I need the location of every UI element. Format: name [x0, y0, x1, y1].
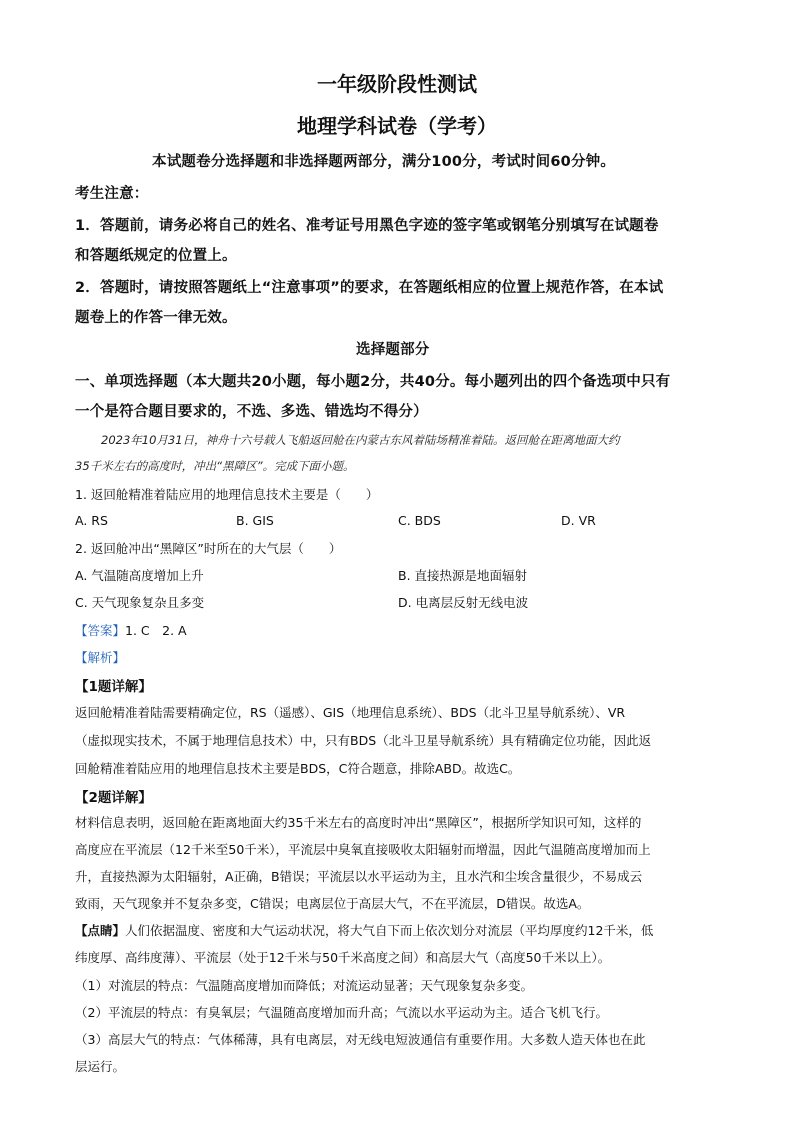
tip-point-2: （2）平流层的特点：有臭氧层；气温随高度增加而升高；气流以水平运动为主。适合飞机飞行。: [75, 1005, 608, 1020]
detail-2-line-4: 致雨，天气现象并不复杂多变，C错误；电离层位于高层大气，不在平流层，D错误。故选A。: [75, 896, 590, 911]
tip-line-1: [75, 921, 653, 939]
answer-value: 1. C 2. A: [125, 623, 187, 638]
answer-line: [75, 621, 187, 639]
notice-heading: 考生注意：: [75, 186, 149, 202]
detail-1-line-1: 返回舱精准着陆需要精确定位，RS（遥感）、GIS（地理信息系统）、BDS（北斗卫星导航系统）、VR: [75, 705, 626, 720]
exam-title: 一年级阶段性测试: [317, 72, 477, 96]
material-line-1: 2023年10月31日，神舟十六号载人飞船返回舱在内蒙古东风着陆场精准着陆。返回舱在距离地面大约: [101, 433, 620, 447]
tip-point-3-line-2: 层运行。: [75, 1059, 126, 1074]
tip-text: 人们依据温度、密度和大气运动状况，将大气自下而上依次划分对流层（平均厚度约12千米，低: [125, 923, 654, 938]
analysis-label: 【解析】: [75, 650, 126, 665]
exam-intro: 本试题卷分选择题和非选择题两部分，满分100分，考试时间60分钟。: [152, 154, 616, 170]
question-2-option-a: A. 气温随高度增加上升: [75, 568, 204, 583]
detail-2-heading: 【2题详解】: [75, 790, 152, 806]
question-1-option-b: B. GIS: [236, 513, 274, 528]
detail-2-line-1: 材料信息表明，返回舱在距离地面大约35千米左右的高度时冲出“黑障区”，根据所学知识可知，这样的: [75, 815, 642, 830]
section-title: 选择题部分: [356, 342, 430, 358]
detail-2-line-3: 升，直接热源为太阳辐射，A正确，B错误；平流层以水平运动为主，且水汽和尘埃含量很少，不易成云: [75, 869, 643, 884]
material-line-2: 35千米左右的高度时，冲出“黑障区”。完成下面小题。: [75, 459, 355, 473]
question-2-option-d: D. 电离层反射无线电波: [398, 595, 529, 610]
tip-label: 【点睛】: [75, 923, 126, 938]
notice-item-2-line-2: 题卷上的作答一律无效。: [75, 310, 237, 326]
question-1-option-a: A. RS: [75, 513, 108, 528]
section-heading-line-1: 一、单项选择题（本大题共20小题，每小题2分，共40分。每小题列出的四个备选项中只有: [75, 374, 671, 390]
detail-2-line-2: 高度应在平流层（12千米至50千米），平流层中臭氧直接吸收太阳辐射而增温，因此气温随高度增加而上: [75, 842, 651, 857]
question-2-option-c: C. 天气现象复杂且多变: [75, 595, 205, 610]
question-2-stem: 2. 返回舱冲出“黑障区”时所在的大气层（ ）: [75, 541, 342, 556]
answer-label: 【答案】: [75, 623, 126, 638]
exam-subtitle: 地理学科试卷（学考）: [297, 114, 497, 138]
notice-item-1-line-2: 和答题纸规定的位置上。: [75, 248, 237, 264]
question-2-option-b: B. 直接热源是地面辐射: [398, 568, 528, 583]
question-1-option-c: C. BDS: [398, 513, 441, 528]
detail-1-heading: 【1题详解】: [75, 679, 152, 695]
question-1-option-d: D. VR: [561, 513, 596, 528]
tip-point-3-line-1: （3）高层大气的特点：气体稀薄，具有电离层，对无线电短波通信有重要作用。大多数人造天体也在此: [75, 1032, 646, 1047]
detail-1-line-2: （虚拟现实技术，不属于地理信息技术）中，只有BDS（北斗卫星导航系统）具有精确定位功能，因此返: [75, 733, 652, 748]
detail-1-line-3: 回舱精准着陆应用的地理信息技术主要是BDS，C符合题意，排除ABD。故选C。: [75, 761, 521, 776]
notice-item-2-line-1: 2．答题时，请按照答题纸上“注意事项”的要求，在答题纸相应的位置上规范作答，在本试: [75, 280, 664, 296]
notice-item-1-line-1: 1．答题前，请务必将自己的姓名、准考证号用黑色字迹的签字笔或钢笔分别填写在试题卷: [75, 218, 659, 234]
tip-line-2: 纬度厚、高纬度薄）、平流层（处于12千米与50千米高度之间）和高层大气（高度50千米以上）。: [75, 950, 611, 965]
section-heading-line-2: 一个是符合题目要求的，不选、多选、错选均不得分）: [75, 404, 428, 420]
tip-point-1: （1）对流层的特点：气温随高度增加而降低；对流运动显著；天气现象复杂多变。: [75, 978, 533, 993]
question-1-stem: 1. 返回舱精准着陆应用的地理信息技术主要是（ ）: [75, 487, 379, 502]
